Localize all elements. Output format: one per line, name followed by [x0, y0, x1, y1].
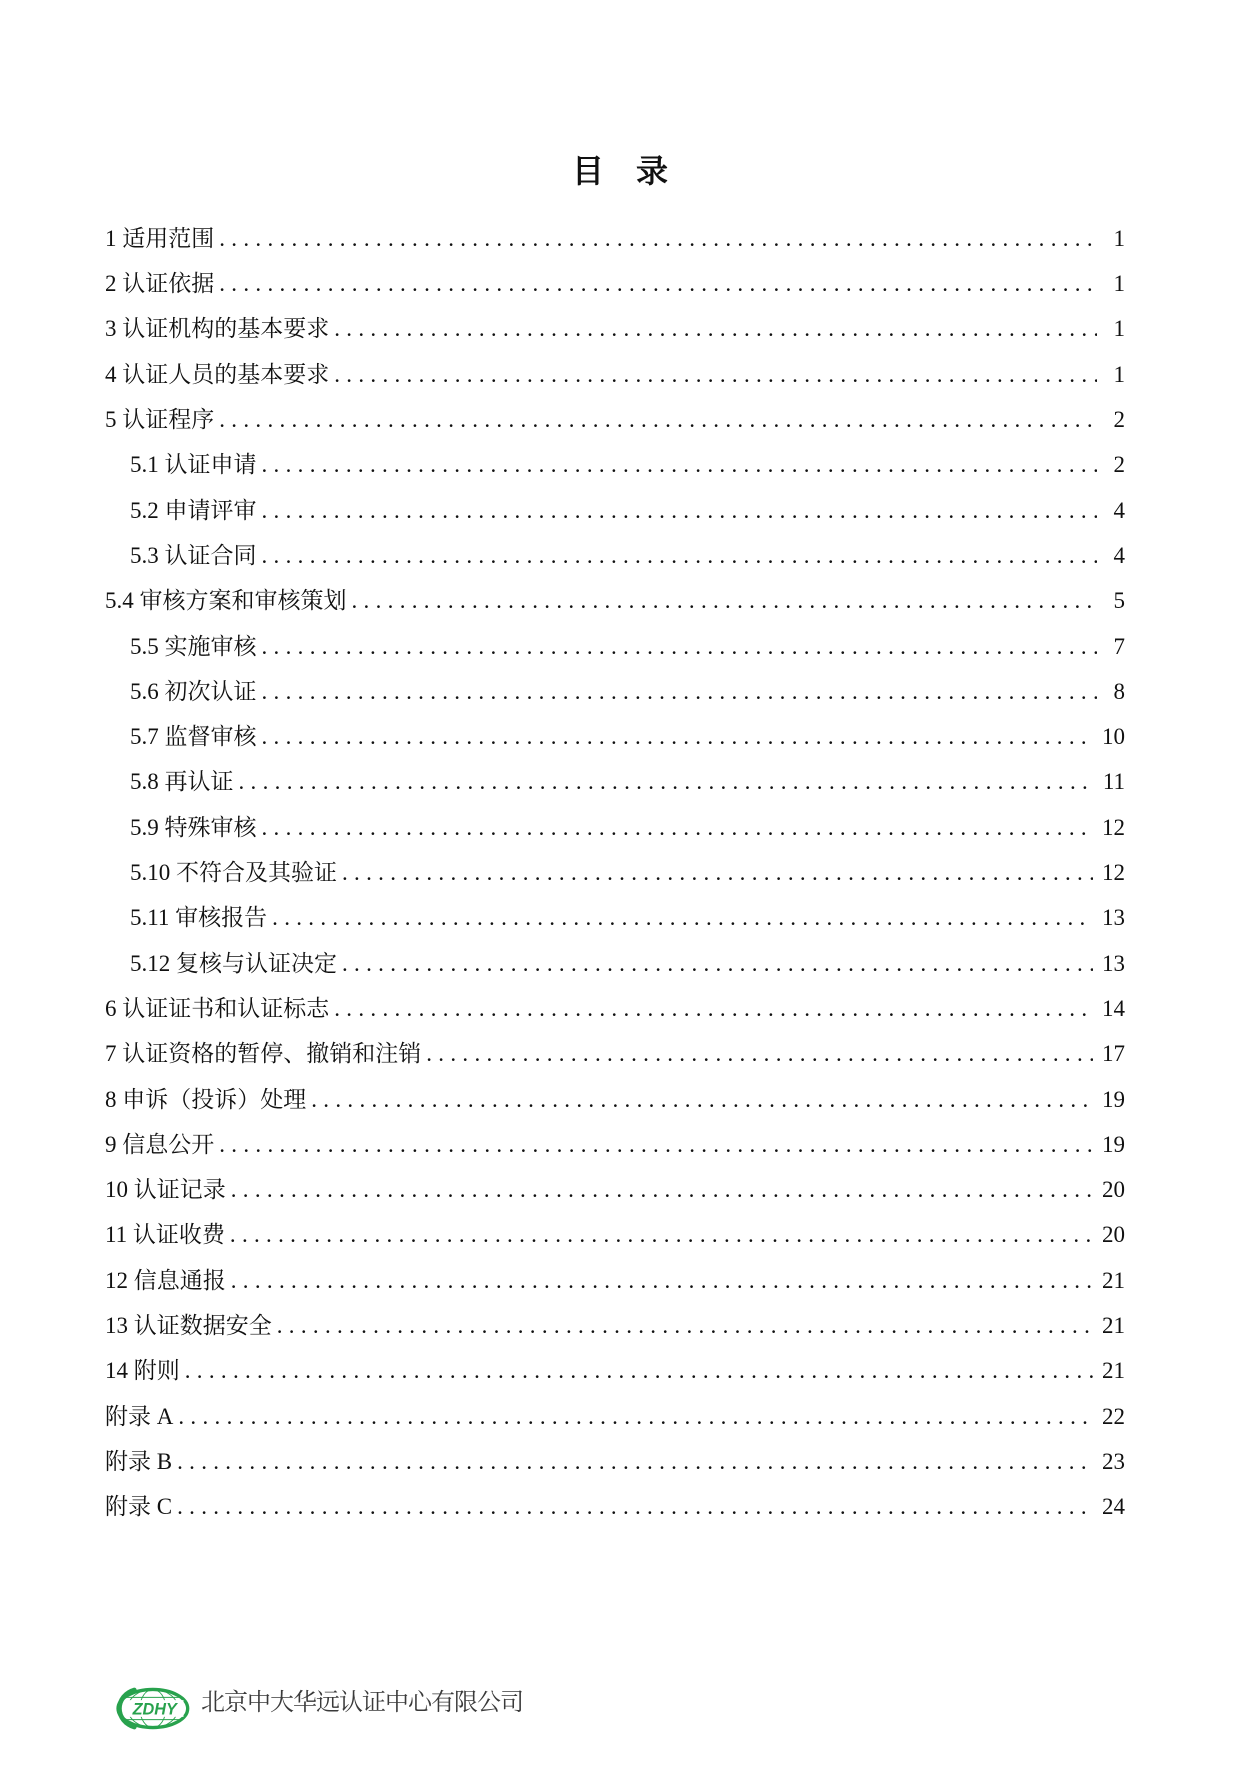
- toc-entry-page: 8: [1113, 678, 1125, 704]
- toc-entry-label: 附录 B: [105, 1448, 173, 1474]
- page-title: 目 录: [571, 153, 668, 190]
- toc-entry: [105, 216, 1125, 261]
- toc-entry-label: 5.9 特殊审核: [130, 814, 257, 840]
- logo-text: ZDHY: [132, 1700, 177, 1719]
- toc-entry-page: 20: [1102, 1222, 1125, 1248]
- toc-entry-label: 5.11 审核报告: [130, 905, 268, 931]
- dot-leader: [219, 216, 1097, 261]
- toc-entry-page: 4: [1113, 497, 1125, 523]
- toc-entry-page: 4: [1113, 542, 1125, 568]
- toc-entry: [105, 578, 1125, 623]
- dot-leader: [177, 1484, 1093, 1529]
- toc-entry: [105, 1212, 1125, 1257]
- toc-entry-page: 19: [1102, 1086, 1125, 1112]
- toc-entry-page: 19: [1102, 1131, 1125, 1157]
- toc-entry-page: 17: [1102, 1041, 1125, 1067]
- toc-entry-page: 10: [1102, 724, 1125, 750]
- dot-leader: [334, 986, 1093, 1031]
- toc-entry: [105, 397, 1125, 442]
- toc-entry: [105, 533, 1125, 578]
- dot-leader: [231, 1167, 1093, 1212]
- toc-entry-label: 5.7 监督审核: [130, 724, 257, 750]
- dot-leader: [262, 805, 1094, 850]
- toc-entry-page: 13: [1102, 905, 1125, 931]
- dot-leader: [262, 488, 1098, 533]
- toc-entry-page: 14: [1102, 995, 1125, 1021]
- toc-entry-label: 5.5 实施审核: [130, 633, 257, 659]
- toc-entry-label: 3 认证机构的基本要求: [105, 316, 330, 342]
- dot-leader: [262, 533, 1098, 578]
- dot-leader: [230, 1212, 1093, 1257]
- toc-entry-label: 5.1 认证申请: [130, 452, 257, 478]
- zdhy-logo-icon: [112, 1687, 190, 1730]
- toc-entry-page: 12: [1102, 860, 1125, 886]
- dot-leader: [177, 1439, 1093, 1484]
- toc-entry-label: 8 申诉（投诉）处理: [105, 1086, 307, 1112]
- toc-entry: [105, 895, 1125, 940]
- toc-entry: [105, 1484, 1125, 1529]
- dot-leader: [262, 714, 1094, 759]
- dot-leader: [352, 578, 1098, 623]
- toc-entry: [105, 759, 1125, 804]
- dot-leader: [426, 1031, 1093, 1076]
- toc-entry-page: 13: [1102, 950, 1125, 976]
- toc-entry-page: 1: [1113, 361, 1125, 387]
- toc-entry: [105, 442, 1125, 487]
- toc-entry-label: 14 附则: [105, 1358, 180, 1384]
- dot-leader: [219, 1122, 1093, 1167]
- company-name: 北京中大华远认证中心有限公司: [201, 1689, 523, 1717]
- dot-leader: [231, 1258, 1093, 1303]
- toc-entry-page: 23: [1102, 1448, 1125, 1474]
- toc-entry: [105, 669, 1125, 714]
- toc-entry-page: 21: [1102, 1313, 1125, 1338]
- dot-leader: [219, 397, 1097, 442]
- toc-entry-page: 21: [1102, 1267, 1125, 1293]
- toc-entry-page: 7: [1113, 633, 1125, 659]
- dot-leader: [178, 1394, 1093, 1439]
- toc-entry-page: 21: [1102, 1358, 1125, 1384]
- toc-entry: [105, 1348, 1125, 1393]
- toc-entry-page: 2: [1113, 407, 1125, 433]
- toc-entry: [105, 352, 1125, 397]
- dot-leader: [262, 442, 1098, 487]
- toc-entry-label: 1 适用范围: [105, 225, 215, 251]
- toc-entry-label: 10 认证记录: [105, 1177, 226, 1203]
- dot-leader: [185, 1348, 1093, 1393]
- toc-entry-label: 7 认证资格的暂停、撤销和注销: [105, 1041, 422, 1067]
- toc-entry: [105, 986, 1125, 1031]
- toc-entry: [105, 850, 1125, 895]
- toc-entry: [105, 1122, 1125, 1167]
- dot-leader: [342, 850, 1093, 895]
- toc-entry-label: 11 认证收费: [105, 1222, 225, 1248]
- toc-entry-label: 5.12 复核与认证决定: [130, 950, 337, 976]
- toc-entry-label: 5.2 申请评审: [130, 497, 257, 523]
- toc-entry-page: 24: [1102, 1494, 1125, 1520]
- toc-entry: [105, 306, 1125, 351]
- toc-entry-label: 9 信息公开: [105, 1131, 215, 1157]
- toc-entry-label: 附录 C: [105, 1494, 173, 1520]
- dot-leader: [334, 306, 1097, 351]
- toc-entry-page: 1: [1113, 271, 1125, 297]
- toc-entry-label: 5.4 审核方案和审核策划: [105, 588, 347, 614]
- toc-entry-label: 12 信息通报: [105, 1267, 226, 1293]
- toc-entry-label: 6 认证证书和认证标志: [105, 995, 330, 1021]
- dot-leader: [334, 352, 1097, 397]
- toc-entry: [105, 1077, 1125, 1122]
- toc-entry-page: 12: [1102, 814, 1125, 840]
- toc-entry: [105, 941, 1125, 986]
- toc-entry: [105, 1303, 1125, 1348]
- dot-leader: [239, 759, 1094, 804]
- toc-entry-page: 11: [1102, 769, 1125, 795]
- toc-entry-label: 5.3 认证合同: [130, 542, 257, 568]
- toc-entry: [105, 1167, 1125, 1212]
- toc-entry: [105, 261, 1125, 306]
- footer: [112, 1687, 523, 1730]
- toc-entry-page: 5: [1113, 588, 1125, 614]
- toc-entry-label: 2 认证依据: [105, 271, 215, 297]
- toc-entry: [105, 1031, 1125, 1076]
- toc-entry: [105, 1394, 1125, 1439]
- toc-entry-label: 5 认证程序: [105, 407, 215, 433]
- toc-entry-page: 2: [1113, 452, 1125, 478]
- toc-entry: [105, 488, 1125, 533]
- dot-leader: [277, 1303, 1093, 1348]
- dot-leader: [311, 1077, 1093, 1122]
- toc-entry-page: 20: [1102, 1177, 1125, 1203]
- toc-entry-page: 1: [1113, 316, 1125, 342]
- toc-entry-label: 5.10 不符合及其验证: [130, 860, 337, 886]
- dot-leader: [272, 895, 1093, 940]
- toc-entry: [105, 1439, 1125, 1484]
- toc-entry: [105, 624, 1125, 669]
- dot-leader: [262, 669, 1098, 714]
- toc-entry-label: 5.8 再认证: [130, 769, 234, 795]
- toc-entry: [105, 714, 1125, 759]
- toc-entry-label: 4 认证人员的基本要求: [105, 361, 330, 387]
- document-page: [0, 21, 1240, 1719]
- dot-leader: [342, 941, 1093, 986]
- toc-entry: [105, 1258, 1125, 1303]
- dot-leader: [219, 261, 1097, 306]
- toc-entry-page: 1: [1113, 225, 1125, 251]
- dot-leader: [262, 624, 1098, 669]
- toc-entry-label: 附录 A: [105, 1403, 174, 1429]
- toc-entry-page: 22: [1102, 1403, 1125, 1429]
- toc-entry-label: 5.6 初次认证: [130, 678, 257, 704]
- toc-entry-label: 13 认证数据安全: [105, 1313, 272, 1338]
- toc-entry: [105, 805, 1125, 850]
- table-of-contents: [105, 216, 1125, 1530]
